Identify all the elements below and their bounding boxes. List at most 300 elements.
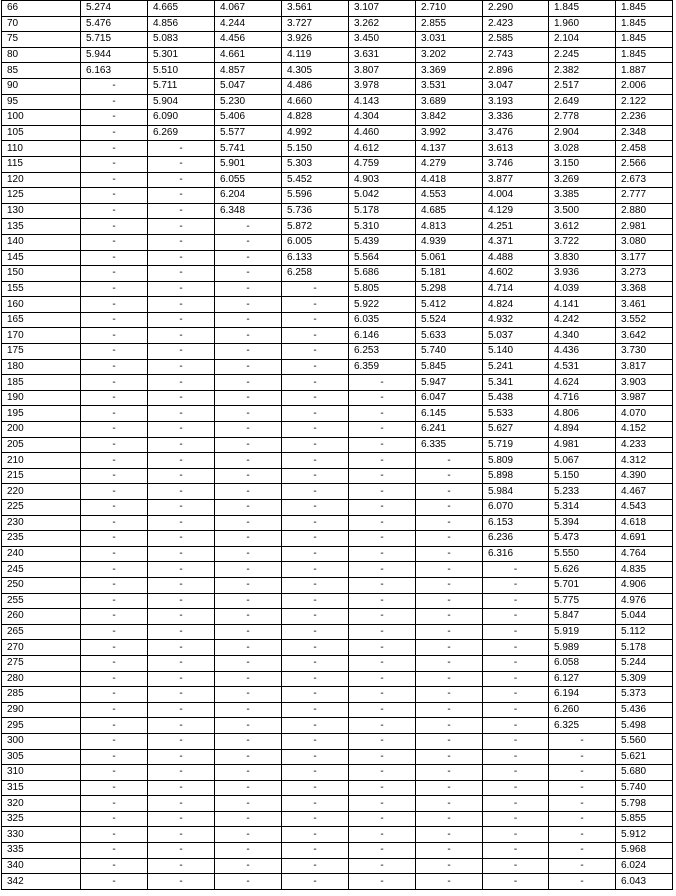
table-cell: 6.070 bbox=[483, 500, 549, 516]
table-cell: 3.107 bbox=[349, 1, 416, 17]
table-cell: 6.090 bbox=[148, 110, 215, 126]
table-cell: 1.845 bbox=[549, 1, 616, 17]
table-cell: - bbox=[148, 780, 215, 796]
table-row bbox=[2, 671, 673, 687]
table-cell: - bbox=[215, 765, 282, 781]
table-cell: 6.127 bbox=[549, 671, 616, 687]
row-key-cell: 340 bbox=[2, 858, 81, 874]
table-cell: 5.150 bbox=[549, 468, 616, 484]
row-key-cell: 255 bbox=[2, 593, 81, 609]
row-key-cell: 260 bbox=[2, 609, 81, 625]
table-cell: - bbox=[148, 484, 215, 500]
row-key-cell: 125 bbox=[2, 188, 81, 204]
table-cell: 4.137 bbox=[416, 141, 483, 157]
table-cell: - bbox=[549, 827, 616, 843]
table-cell: 1.845 bbox=[616, 1, 673, 17]
table-cell: 3.273 bbox=[616, 266, 673, 282]
table-cell: - bbox=[282, 702, 349, 718]
table-cell: - bbox=[215, 609, 282, 625]
table-cell: - bbox=[349, 468, 416, 484]
table-cell: 1.845 bbox=[616, 47, 673, 63]
table-cell: 5.715 bbox=[81, 32, 148, 48]
table-cell: 2.778 bbox=[549, 110, 616, 126]
table-cell: - bbox=[549, 874, 616, 890]
table-cell: 2.290 bbox=[483, 1, 549, 17]
table-cell: - bbox=[282, 359, 349, 375]
row-key-cell: 275 bbox=[2, 655, 81, 671]
table-row bbox=[2, 375, 673, 391]
table-cell: - bbox=[349, 515, 416, 531]
table-cell: - bbox=[81, 780, 148, 796]
table-cell: 2.566 bbox=[616, 156, 673, 172]
table-cell: - bbox=[215, 500, 282, 516]
table-cell: - bbox=[483, 780, 549, 796]
table-cell: 5.845 bbox=[416, 359, 483, 375]
table-cell: - bbox=[416, 640, 483, 656]
table-row bbox=[2, 219, 673, 235]
table-cell: 4.129 bbox=[483, 203, 549, 219]
table-cell: 6.204 bbox=[215, 188, 282, 204]
table-cell: 5.439 bbox=[349, 234, 416, 250]
table-cell: 5.524 bbox=[416, 312, 483, 328]
table-row bbox=[2, 796, 673, 812]
table-cell: - bbox=[81, 640, 148, 656]
table-cell: 2.649 bbox=[549, 94, 616, 110]
table-cell: - bbox=[81, 203, 148, 219]
table-cell: - bbox=[215, 687, 282, 703]
table-cell: - bbox=[148, 250, 215, 266]
row-key-cell: 342 bbox=[2, 874, 81, 890]
table-cell: 6.269 bbox=[148, 125, 215, 141]
table-cell: - bbox=[215, 640, 282, 656]
table-cell: - bbox=[416, 531, 483, 547]
row-key-cell: 265 bbox=[2, 624, 81, 640]
table-cell: 2.585 bbox=[483, 32, 549, 48]
table-row bbox=[2, 234, 673, 250]
table-cell: - bbox=[81, 718, 148, 734]
row-key-cell: 285 bbox=[2, 687, 81, 703]
table-cell: - bbox=[215, 375, 282, 391]
table-cell: - bbox=[148, 312, 215, 328]
table-cell: 3.202 bbox=[416, 47, 483, 63]
table-cell: - bbox=[282, 671, 349, 687]
table-cell: 5.984 bbox=[483, 484, 549, 500]
table-cell: 3.722 bbox=[549, 234, 616, 250]
table-cell: 5.314 bbox=[549, 500, 616, 516]
row-key-cell: 270 bbox=[2, 640, 81, 656]
table-row bbox=[2, 32, 673, 48]
table-cell: 3.150 bbox=[549, 156, 616, 172]
table-cell: - bbox=[483, 671, 549, 687]
table-cell: 4.764 bbox=[616, 546, 673, 562]
row-key-cell: 225 bbox=[2, 500, 81, 516]
row-key-cell: 215 bbox=[2, 468, 81, 484]
row-key-cell: 220 bbox=[2, 484, 81, 500]
table-cell: - bbox=[282, 811, 349, 827]
table-row bbox=[2, 858, 673, 874]
table-cell: - bbox=[349, 827, 416, 843]
table-row bbox=[2, 687, 673, 703]
table-cell: - bbox=[81, 796, 148, 812]
table-cell: - bbox=[483, 733, 549, 749]
table-cell: 4.340 bbox=[549, 328, 616, 344]
table-cell: 4.039 bbox=[549, 281, 616, 297]
table-row bbox=[2, 718, 673, 734]
table-cell: 5.061 bbox=[416, 250, 483, 266]
table-cell: - bbox=[416, 577, 483, 593]
table-cell: - bbox=[349, 390, 416, 406]
table-cell: - bbox=[416, 468, 483, 484]
table-row bbox=[2, 593, 673, 609]
table-cell: - bbox=[416, 671, 483, 687]
table-cell: - bbox=[282, 718, 349, 734]
table-cell: - bbox=[416, 811, 483, 827]
table-cell: - bbox=[282, 843, 349, 859]
table-cell: - bbox=[81, 827, 148, 843]
table-cell: 3.817 bbox=[616, 359, 673, 375]
table-cell: - bbox=[215, 281, 282, 297]
table-cell: - bbox=[349, 406, 416, 422]
table-cell: - bbox=[81, 858, 148, 874]
table-cell: 6.348 bbox=[215, 203, 282, 219]
table-cell: 5.922 bbox=[349, 297, 416, 313]
table-cell: 4.813 bbox=[416, 219, 483, 235]
table-cell: - bbox=[148, 843, 215, 859]
table-cell: 4.152 bbox=[616, 422, 673, 438]
table-cell: - bbox=[349, 500, 416, 516]
table-cell: 4.067 bbox=[215, 1, 282, 17]
table-cell: - bbox=[282, 484, 349, 500]
table-cell: 3.631 bbox=[349, 47, 416, 63]
table-cell: - bbox=[282, 687, 349, 703]
table-cell: 2.006 bbox=[616, 78, 673, 94]
table-cell: 5.303 bbox=[282, 156, 349, 172]
table-cell: 5.719 bbox=[483, 437, 549, 453]
table-cell: 5.740 bbox=[616, 780, 673, 796]
table-cell: 4.543 bbox=[616, 500, 673, 516]
table-cell: 5.067 bbox=[549, 453, 616, 469]
table-cell: - bbox=[81, 484, 148, 500]
table-cell: 2.904 bbox=[549, 125, 616, 141]
table-cell: 3.269 bbox=[549, 172, 616, 188]
table-cell: - bbox=[81, 110, 148, 126]
table-row bbox=[2, 749, 673, 765]
row-key-cell: 66 bbox=[2, 1, 81, 17]
table-cell: - bbox=[416, 515, 483, 531]
table-cell: 4.242 bbox=[549, 312, 616, 328]
table-cell: 4.828 bbox=[282, 110, 349, 126]
table-cell: - bbox=[349, 453, 416, 469]
table-cell: 5.621 bbox=[616, 749, 673, 765]
table-cell: - bbox=[483, 624, 549, 640]
table-cell: - bbox=[81, 593, 148, 609]
table-cell: - bbox=[215, 453, 282, 469]
table-cell: 3.047 bbox=[483, 78, 549, 94]
table-cell: - bbox=[416, 609, 483, 625]
table-cell: 3.177 bbox=[616, 250, 673, 266]
table-cell: - bbox=[215, 468, 282, 484]
table-cell: - bbox=[416, 827, 483, 843]
table-cell: 4.714 bbox=[483, 281, 549, 297]
table-row bbox=[2, 453, 673, 469]
row-key-cell: 145 bbox=[2, 250, 81, 266]
table-cell: 6.253 bbox=[349, 344, 416, 360]
table-cell: 3.926 bbox=[282, 32, 349, 48]
table-row bbox=[2, 562, 673, 578]
table-cell: - bbox=[416, 484, 483, 500]
table-cell: 6.055 bbox=[215, 172, 282, 188]
row-key-cell: 140 bbox=[2, 234, 81, 250]
table-cell: - bbox=[215, 702, 282, 718]
table-cell: 5.919 bbox=[549, 624, 616, 640]
table-cell: - bbox=[215, 531, 282, 547]
table-cell: - bbox=[81, 328, 148, 344]
table-cell: - bbox=[81, 297, 148, 313]
table-row bbox=[2, 577, 673, 593]
table-cell: - bbox=[483, 843, 549, 859]
table-cell: - bbox=[416, 858, 483, 874]
table-cell: - bbox=[483, 609, 549, 625]
table-cell: - bbox=[215, 390, 282, 406]
table-cell: 4.612 bbox=[349, 141, 416, 157]
table-cell: - bbox=[282, 312, 349, 328]
table-cell: - bbox=[148, 344, 215, 360]
table-cell: 3.830 bbox=[549, 250, 616, 266]
table-row bbox=[2, 640, 673, 656]
table-cell: - bbox=[148, 577, 215, 593]
table-cell: - bbox=[81, 811, 148, 827]
table-cell: - bbox=[349, 655, 416, 671]
table-cell: - bbox=[282, 297, 349, 313]
row-key-cell: 235 bbox=[2, 531, 81, 547]
table-cell: - bbox=[81, 624, 148, 640]
table-cell: - bbox=[282, 796, 349, 812]
table-cell: 4.390 bbox=[616, 468, 673, 484]
table-cell: - bbox=[416, 562, 483, 578]
table-cell: - bbox=[282, 624, 349, 640]
table-cell: 5.577 bbox=[215, 125, 282, 141]
table-cell: - bbox=[81, 219, 148, 235]
table-cell: 3.642 bbox=[616, 328, 673, 344]
table-cell: - bbox=[215, 437, 282, 453]
table-cell: 6.316 bbox=[483, 546, 549, 562]
table-cell: - bbox=[282, 515, 349, 531]
table-cell: 3.476 bbox=[483, 125, 549, 141]
table-cell: 4.624 bbox=[549, 375, 616, 391]
table-cell: 4.486 bbox=[282, 78, 349, 94]
table-cell: 5.233 bbox=[549, 484, 616, 500]
table-cell: 5.627 bbox=[483, 422, 549, 438]
table-cell: 3.262 bbox=[349, 16, 416, 32]
table-cell: - bbox=[148, 531, 215, 547]
table-cell: 3.936 bbox=[549, 266, 616, 282]
table-cell: 6.043 bbox=[616, 874, 673, 890]
table-cell: 4.824 bbox=[483, 297, 549, 313]
table-cell: - bbox=[282, 281, 349, 297]
table-cell: - bbox=[215, 328, 282, 344]
table-cell: - bbox=[148, 359, 215, 375]
table-cell: - bbox=[81, 266, 148, 282]
table-cell: - bbox=[349, 718, 416, 734]
table-cell: - bbox=[282, 390, 349, 406]
table-row bbox=[2, 188, 673, 204]
table-cell: 4.906 bbox=[616, 577, 673, 593]
table-cell: 5.341 bbox=[483, 375, 549, 391]
table-cell: 4.602 bbox=[483, 266, 549, 282]
table-cell: 5.855 bbox=[616, 811, 673, 827]
table-cell: 5.178 bbox=[616, 640, 673, 656]
table-cell: - bbox=[282, 375, 349, 391]
table-cell: 2.458 bbox=[616, 141, 673, 157]
data-table bbox=[1, 0, 673, 890]
table-cell: 4.903 bbox=[349, 172, 416, 188]
row-key-cell: 70 bbox=[2, 16, 81, 32]
table-cell: 4.488 bbox=[483, 250, 549, 266]
table-row bbox=[2, 250, 673, 266]
table-cell: 5.968 bbox=[616, 843, 673, 859]
table-cell: 5.394 bbox=[549, 515, 616, 531]
table-cell: 3.193 bbox=[483, 94, 549, 110]
table-cell: 5.436 bbox=[616, 702, 673, 718]
table-cell: - bbox=[215, 546, 282, 562]
table-cell: 2.743 bbox=[483, 47, 549, 63]
table-cell: 3.028 bbox=[549, 141, 616, 157]
table-cell: - bbox=[81, 344, 148, 360]
table-cell: - bbox=[81, 609, 148, 625]
table-cell: - bbox=[349, 624, 416, 640]
table-cell: - bbox=[215, 593, 282, 609]
table-cell: 4.835 bbox=[616, 562, 673, 578]
table-row bbox=[2, 141, 673, 157]
table-cell: - bbox=[148, 624, 215, 640]
table-cell: 5.083 bbox=[148, 32, 215, 48]
table-cell: 5.741 bbox=[215, 141, 282, 157]
table-cell: - bbox=[416, 733, 483, 749]
table-cell: - bbox=[282, 328, 349, 344]
table-cell: 6.260 bbox=[549, 702, 616, 718]
table-cell: - bbox=[416, 624, 483, 640]
table-cell: - bbox=[81, 874, 148, 890]
table-cell: 6.047 bbox=[416, 390, 483, 406]
table-cell: - bbox=[148, 718, 215, 734]
table-cell: - bbox=[81, 765, 148, 781]
table-row bbox=[2, 609, 673, 625]
table-row bbox=[2, 827, 673, 843]
table-cell: 5.989 bbox=[549, 640, 616, 656]
table-cell: - bbox=[215, 266, 282, 282]
table-cell: 2.245 bbox=[549, 47, 616, 63]
table-cell: - bbox=[215, 234, 282, 250]
table-cell: - bbox=[148, 297, 215, 313]
table-row bbox=[2, 484, 673, 500]
table-cell: - bbox=[416, 702, 483, 718]
table-cell: 4.304 bbox=[349, 110, 416, 126]
table-cell: - bbox=[215, 733, 282, 749]
table-cell: - bbox=[416, 687, 483, 703]
table-cell: - bbox=[215, 515, 282, 531]
row-key-cell: 90 bbox=[2, 78, 81, 94]
table-cell: 3.842 bbox=[416, 110, 483, 126]
table-row bbox=[2, 203, 673, 219]
table-cell: 5.438 bbox=[483, 390, 549, 406]
table-row bbox=[2, 94, 673, 110]
row-key-cell: 135 bbox=[2, 219, 81, 235]
table-cell: - bbox=[81, 188, 148, 204]
row-key-cell: 95 bbox=[2, 94, 81, 110]
table-cell: 5.596 bbox=[282, 188, 349, 204]
table-cell: 3.730 bbox=[616, 344, 673, 360]
table-cell: - bbox=[416, 593, 483, 609]
table-cell: - bbox=[282, 344, 349, 360]
table-cell: 4.279 bbox=[416, 156, 483, 172]
table-cell: - bbox=[282, 640, 349, 656]
table-cell: - bbox=[282, 609, 349, 625]
table-cell: - bbox=[148, 375, 215, 391]
table-cell: - bbox=[349, 531, 416, 547]
row-key-cell: 320 bbox=[2, 796, 81, 812]
table-cell: - bbox=[282, 858, 349, 874]
table-cell: 4.992 bbox=[282, 125, 349, 141]
table-cell: - bbox=[349, 593, 416, 609]
table-row bbox=[2, 874, 673, 890]
table-cell: 5.498 bbox=[616, 718, 673, 734]
table-row bbox=[2, 125, 673, 141]
table-cell: - bbox=[81, 141, 148, 157]
table-cell: - bbox=[349, 796, 416, 812]
table-cell: 4.436 bbox=[549, 344, 616, 360]
table-cell: - bbox=[349, 640, 416, 656]
table-cell: - bbox=[81, 422, 148, 438]
table-cell: 3.500 bbox=[549, 203, 616, 219]
table-cell: 2.122 bbox=[616, 94, 673, 110]
table-cell: - bbox=[81, 312, 148, 328]
table-cell: - bbox=[215, 219, 282, 235]
table-cell: 5.044 bbox=[616, 609, 673, 625]
table-cell: - bbox=[549, 811, 616, 827]
table-cell: 3.903 bbox=[616, 375, 673, 391]
table-cell: - bbox=[148, 858, 215, 874]
table-cell: - bbox=[549, 780, 616, 796]
table-cell: - bbox=[148, 671, 215, 687]
table-cell: 4.665 bbox=[148, 1, 215, 17]
table-cell: 5.373 bbox=[616, 687, 673, 703]
table-cell: - bbox=[416, 780, 483, 796]
table-cell: - bbox=[148, 562, 215, 578]
table-cell: - bbox=[549, 843, 616, 859]
table-cell: - bbox=[148, 328, 215, 344]
table-cell: 2.423 bbox=[483, 16, 549, 32]
table-cell: 6.241 bbox=[416, 422, 483, 438]
row-key-cell: 175 bbox=[2, 344, 81, 360]
table-cell: - bbox=[349, 843, 416, 859]
table-row bbox=[2, 47, 673, 63]
table-cell: - bbox=[282, 531, 349, 547]
table-cell: 5.298 bbox=[416, 281, 483, 297]
table-cell: - bbox=[483, 718, 549, 734]
table-cell: - bbox=[81, 687, 148, 703]
table-cell: - bbox=[349, 609, 416, 625]
table-cell: 5.412 bbox=[416, 297, 483, 313]
table-cell: 2.855 bbox=[416, 16, 483, 32]
table-cell: - bbox=[148, 453, 215, 469]
table-cell: 6.145 bbox=[416, 406, 483, 422]
row-key-cell: 85 bbox=[2, 63, 81, 79]
table-cell: - bbox=[215, 874, 282, 890]
table-row bbox=[2, 655, 673, 671]
table-cell: - bbox=[282, 562, 349, 578]
table-cell: 3.385 bbox=[549, 188, 616, 204]
table-cell: - bbox=[483, 827, 549, 843]
